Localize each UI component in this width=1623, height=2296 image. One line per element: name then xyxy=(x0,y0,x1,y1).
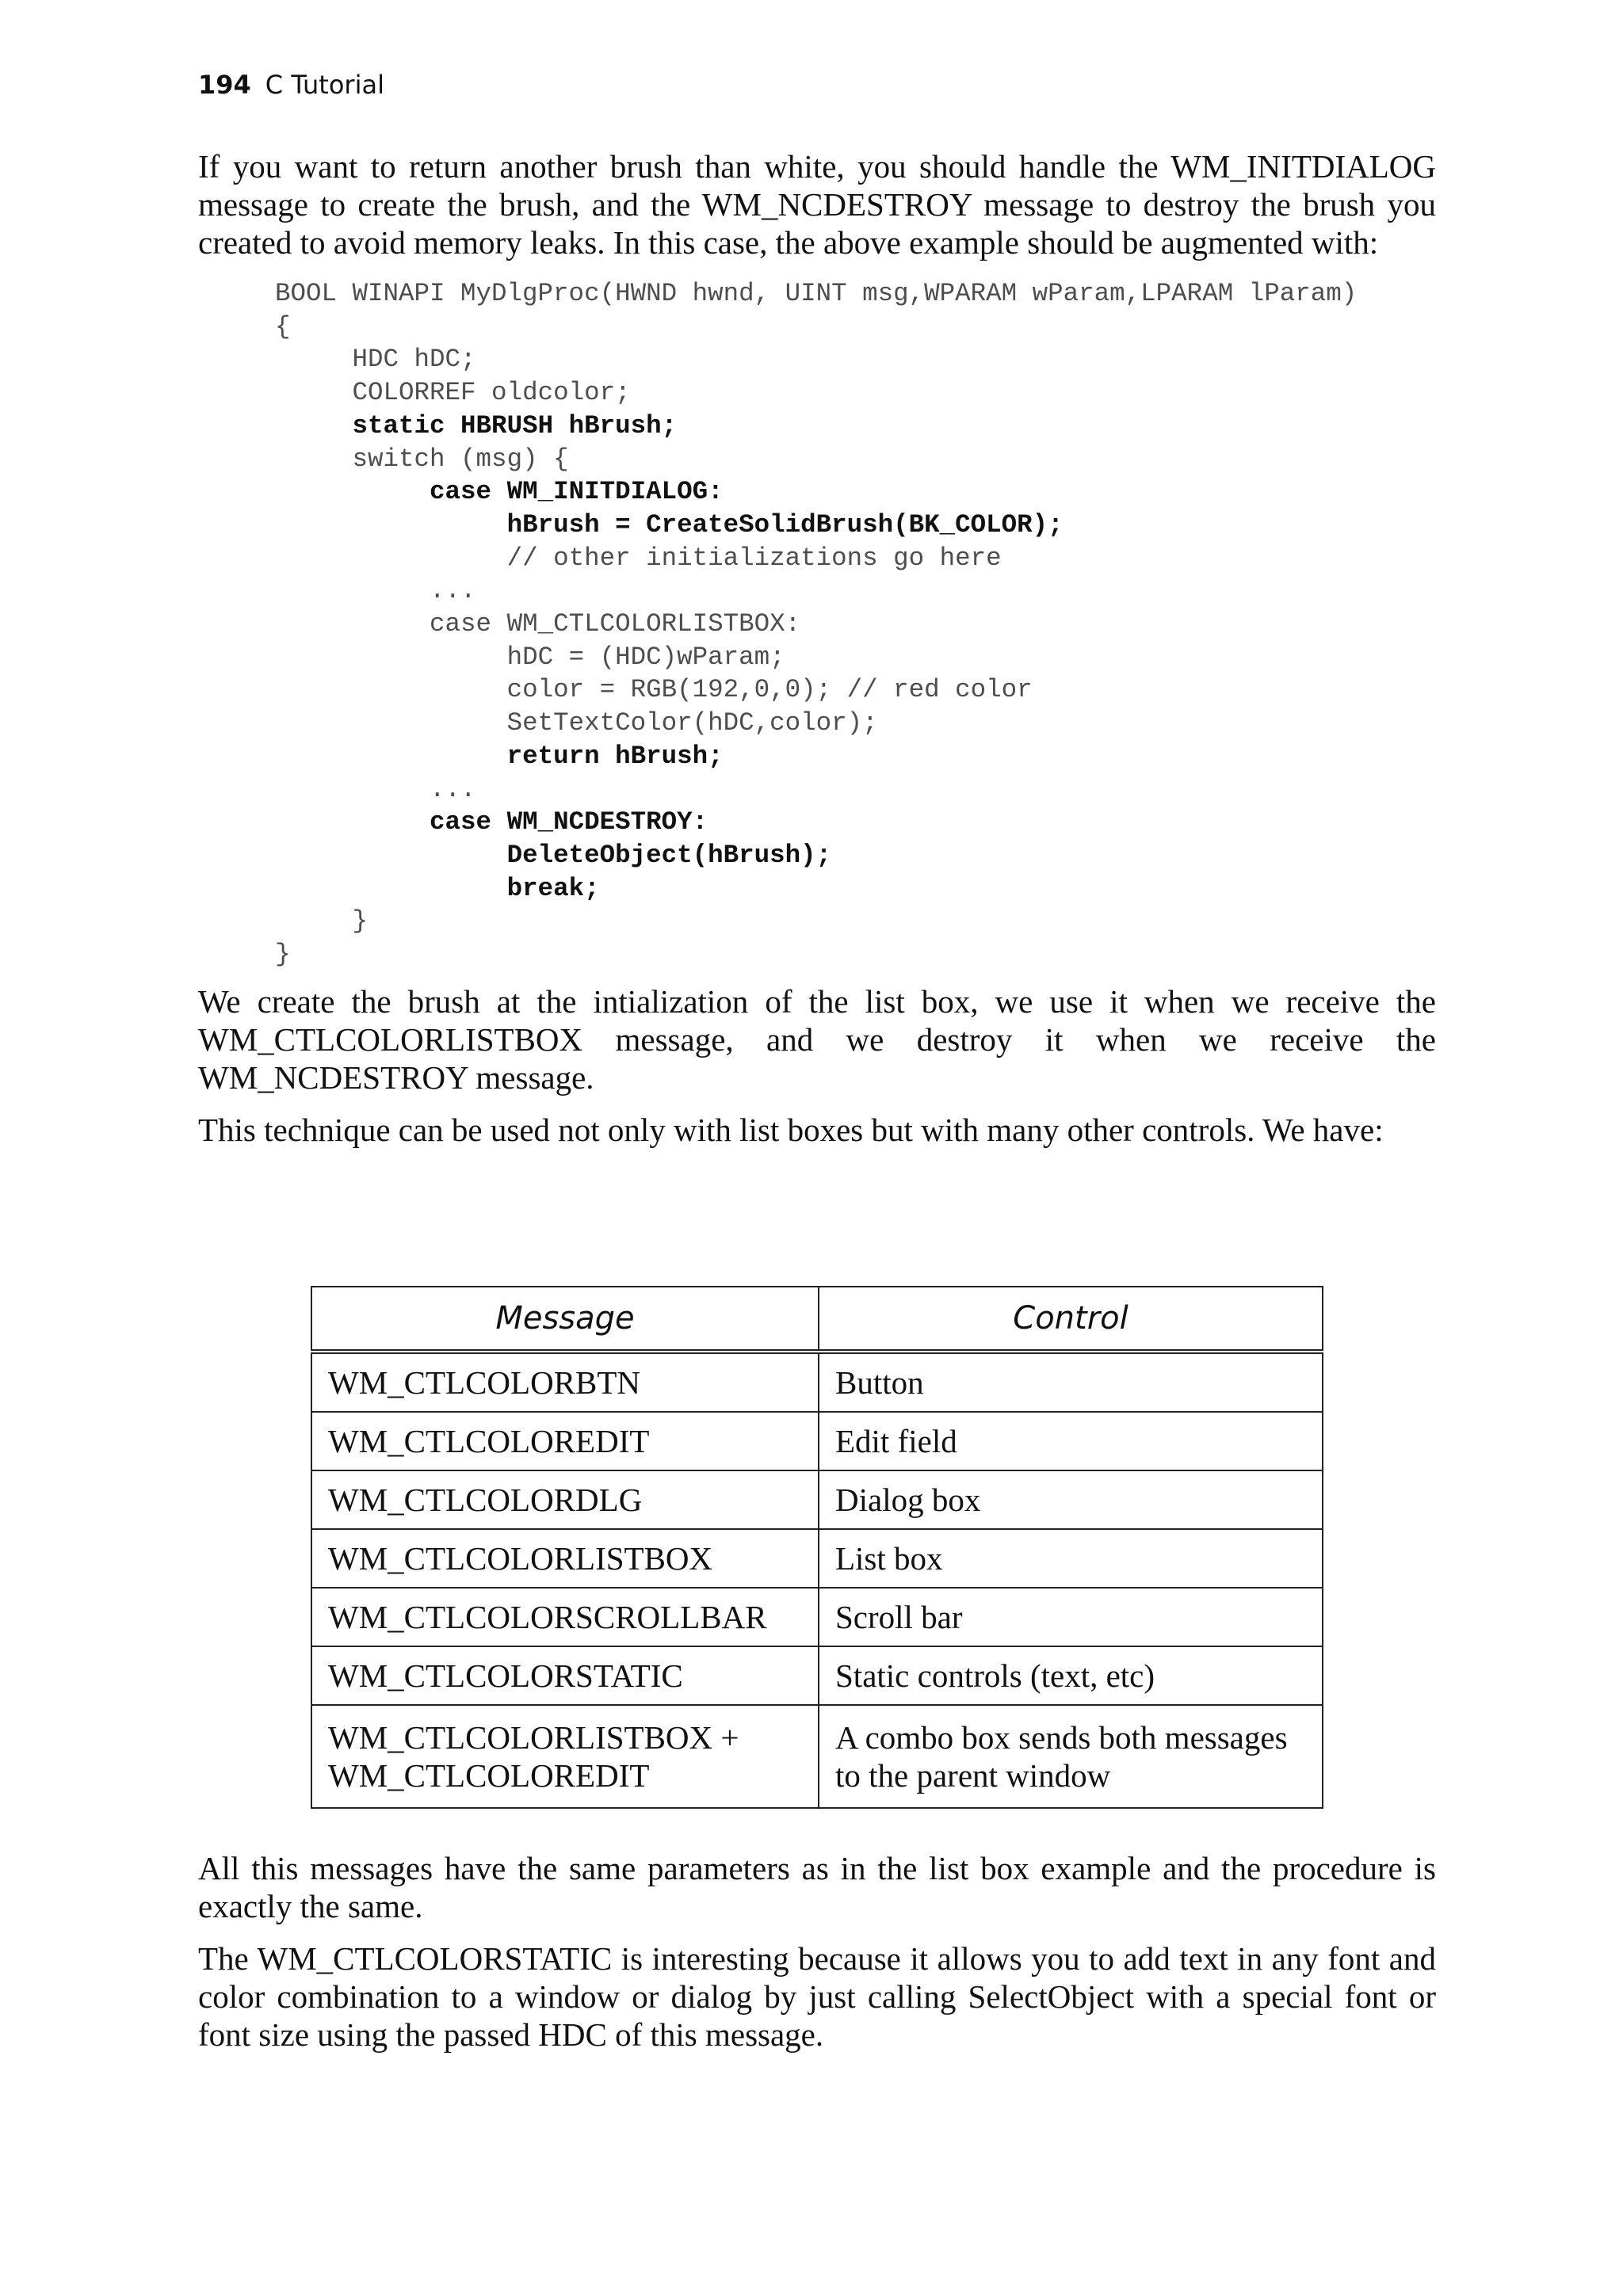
code-line: return hBrush; xyxy=(506,741,724,771)
cell-text: Dialog box xyxy=(835,1482,981,1518)
code-line: static HBRUSH hBrush; xyxy=(352,410,678,441)
cell-text: Edit field xyxy=(835,1423,957,1459)
cell-text: Button xyxy=(835,1364,924,1401)
message-cell xyxy=(311,1705,819,1808)
code-line: break; xyxy=(506,873,600,903)
column-header-control: Control xyxy=(819,1287,1323,1352)
code-line: ... xyxy=(430,576,476,606)
table-row xyxy=(311,1412,1323,1470)
message-cell xyxy=(311,1646,819,1705)
running-header xyxy=(198,70,384,100)
message-cell xyxy=(311,1470,819,1529)
code-line: { xyxy=(275,311,291,341)
table-row xyxy=(311,1646,1323,1705)
cell-text: WM_CTLCOLORBTN xyxy=(328,1364,641,1401)
code-line: case WM_CTLCOLORLISTBOX: xyxy=(430,609,801,639)
paragraph-ctlcolorstatic: The WM_CTLCOLORSTATIC is interesting because it allows you to add text in any font and color combination to a window or dialog by just calling SelectObject with a special font or font size using the passed HDC of this message. xyxy=(198,1940,1436,2053)
control-cell xyxy=(819,1646,1323,1705)
page-number: 194 xyxy=(198,70,251,100)
control-cell xyxy=(819,1588,1323,1646)
column-header-message: Message xyxy=(311,1287,819,1352)
code-line: HDC hDC; xyxy=(352,345,476,375)
code-line: case WM_INITDIALOG: xyxy=(430,477,724,507)
cell-text: Scroll bar xyxy=(835,1599,963,1635)
code-line: // other initializations go here xyxy=(506,543,1002,573)
code-line: COLORREF oldcolor; xyxy=(352,378,631,408)
cell-text: Static controls (text, etc) xyxy=(835,1657,1155,1694)
control-cell xyxy=(819,1412,1323,1470)
table-row xyxy=(311,1352,1323,1412)
paragraph-brush-lifecycle: We create the brush at the intialization of the list box, we use it when we receive the WM_CTLCOLORLISTBOX message, and we destroy it when we receive the WM_NCDESTROY message. xyxy=(198,983,1436,1096)
table-row xyxy=(311,1588,1323,1646)
table-row xyxy=(311,1529,1323,1588)
control-cell xyxy=(819,1470,1323,1529)
code-line: DeleteObject(hBrush); xyxy=(506,840,832,870)
cell-text: WM_CTLCOLORLISTBOX + xyxy=(328,1719,739,1756)
paragraph-same-parameters: All this messages have the same parameters as in the list box example and the procedure is exactly the same. xyxy=(198,1850,1436,1924)
message-cell xyxy=(311,1588,819,1646)
code-line: case WM_NCDESTROY: xyxy=(430,807,708,837)
cell-text: WM_CTLCOLORDLG xyxy=(328,1482,643,1518)
code-line: color = RGB(192,0,0); // red color xyxy=(506,675,1033,705)
cell-text: List box xyxy=(835,1540,943,1577)
table-header-row xyxy=(311,1287,1323,1352)
control-cell xyxy=(819,1352,1323,1412)
cell-text: WM_CTLCOLOREDIT xyxy=(328,1757,650,1794)
cell-text: WM_CTLCOLORLISTBOX xyxy=(328,1540,713,1577)
message-cell xyxy=(311,1529,819,1588)
code-line: hDC = (HDC)wParam; xyxy=(506,642,785,672)
cell-text: WM_CTLCOLORSCROLLBAR xyxy=(328,1599,767,1635)
code-line: BOOL WINAPI MyDlgProc(HWND hwnd, UINT msg,WPARAM wParam,LPARAM lParam) xyxy=(275,279,1358,308)
code-listing xyxy=(275,277,1357,971)
code-line: } xyxy=(352,906,369,936)
table-row xyxy=(311,1470,1323,1529)
code-line: } xyxy=(275,940,291,970)
cell-text: WM_CTLCOLORSTATIC xyxy=(328,1657,683,1694)
code-line: ... xyxy=(430,774,476,804)
control-cell xyxy=(819,1529,1323,1588)
paragraph-intro: If you want to return another brush than white, you should handle the WM_INITDIALOG message to create the brush, and the WM_NCDESTROY message to destroy the brush you created to avoid memory leaks. In this case, the above example should be augmented with: xyxy=(198,148,1436,261)
table-row xyxy=(311,1705,1323,1808)
code-line: SetTextColor(hDC,color); xyxy=(506,708,878,738)
cell-text: A combo box sends both messages xyxy=(835,1719,1288,1756)
control-cell xyxy=(819,1705,1323,1808)
cell-text: to the parent window xyxy=(835,1757,1111,1794)
cell-text: WM_CTLCOLOREDIT xyxy=(328,1423,650,1459)
message-cell xyxy=(311,1352,819,1412)
running-title: C Tutorial xyxy=(265,70,384,100)
paragraph-technique: This technique can be used not only with list boxes but with many other controls. We have: xyxy=(198,1112,1384,1148)
message-control-table xyxy=(311,1286,1323,1809)
message-cell xyxy=(311,1412,819,1470)
code-line: switch (msg) { xyxy=(352,444,569,474)
code-line: hBrush = CreateSolidBrush(BK_COLOR); xyxy=(506,509,1064,540)
